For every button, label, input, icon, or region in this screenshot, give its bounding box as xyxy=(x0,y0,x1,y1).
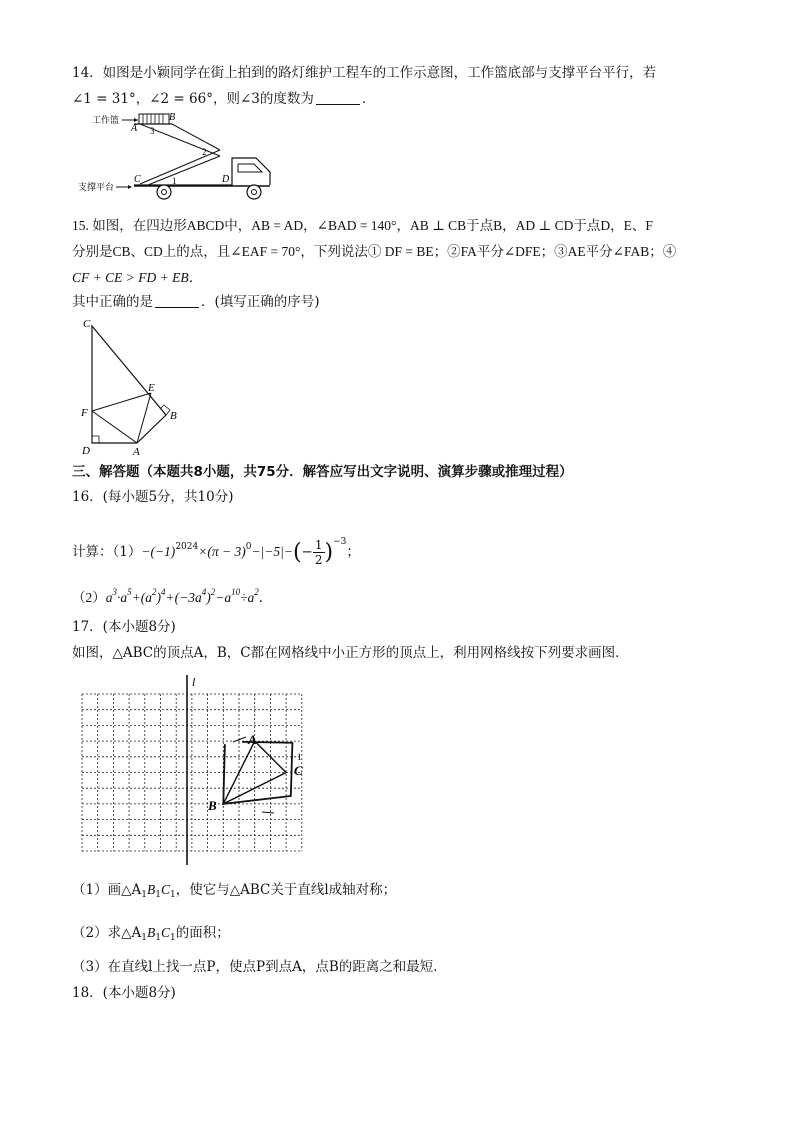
q15-line1: 15. 如图，在四边形ABCD中，AB = AD，∠BAD = 140°，AB ⊥ CB于点B，AD ⊥ CD于点D，E、F xyxy=(72,218,653,233)
q16-p2-e6: 2 xyxy=(210,587,216,597)
q15-line4-text: 其中正确的是 xyxy=(72,294,153,310)
q14-wheel-front xyxy=(247,185,261,199)
q14-basket xyxy=(139,114,169,124)
q17-label-a: A xyxy=(248,732,257,747)
q17-hand-mark-bottom xyxy=(262,812,274,813)
section3-title: 三、解答题（本题共8小题，共75分．解答应写出文字说明、演算步骤或推理过程） xyxy=(72,464,573,480)
q16-p2-t6: ) xyxy=(206,590,211,605)
q16-p2-lead: （2） xyxy=(72,590,106,605)
q17-grid-figure xyxy=(78,672,318,868)
q17-sub2-b: B xyxy=(146,925,156,940)
q15-line4 xyxy=(72,292,320,312)
q16-part2 xyxy=(72,582,272,608)
q14-angle2: 2 xyxy=(202,147,207,157)
q16-p1-num: 1 xyxy=(314,538,323,552)
q14-truck-figure xyxy=(72,110,282,200)
q17-sub2-c: C xyxy=(160,925,170,940)
q17-sub2-s1: 1 xyxy=(141,933,147,943)
q14-label-c: C xyxy=(134,174,141,185)
q14-arm-lower-inner xyxy=(148,156,220,185)
q16-p1-b: ×(π − 3) xyxy=(198,544,246,559)
q14-label-b: B xyxy=(169,112,176,123)
q17-label-c: C xyxy=(294,763,303,778)
q16-p1-den: 2 xyxy=(314,553,323,567)
q15-label-c: C xyxy=(83,318,91,330)
q16-p2-e1: 3 xyxy=(112,587,117,597)
q17-sub2 xyxy=(72,923,230,948)
q16-p2-t5: +(−3a xyxy=(165,590,202,605)
q15-line4-end: ．(填写正确的序号) xyxy=(201,294,320,310)
q16-p2-e8: 2 xyxy=(254,587,259,597)
q15-line3: CF + CE > FD + EB． xyxy=(72,270,203,285)
q16-p2-t4: ) xyxy=(156,590,161,605)
q15-label-e: E xyxy=(148,382,155,394)
q16-p1-fraction xyxy=(313,538,325,567)
q14-basket-label: 工作篮 xyxy=(92,116,120,126)
q16-p1-e1: 2024 xyxy=(175,542,199,552)
q17-sub1-s2: 1 xyxy=(155,890,161,900)
q16-p2-t7: −a xyxy=(215,590,232,605)
q16-p2-t1: a xyxy=(105,590,113,605)
q15-line2: 分别是CB、CD上的点，且∠EAF = 70°，下列说法① DF = BE；②FA平分∠DFE；③AE平分∠FAB；④ xyxy=(72,244,677,259)
q14-line2 xyxy=(72,89,375,109)
q15-label-a: A xyxy=(133,446,140,455)
q17-sub1-d: ，使它与△ABC关于直线l成轴对称； xyxy=(175,882,397,898)
q14-basket-bars xyxy=(143,114,163,124)
q14-basket-arrowhead xyxy=(134,118,138,122)
q16-p1-e2: 0 xyxy=(245,542,252,552)
q15-label-f: F xyxy=(81,407,88,419)
q17-grid-lines xyxy=(82,694,302,851)
q14-angle1: 1 xyxy=(172,176,177,186)
q16-p2-e5: 4 xyxy=(201,587,207,597)
q17-sub2-s2: 1 xyxy=(155,933,161,943)
q15-right-angle-d xyxy=(92,436,99,443)
q16-part1: 计算：$(1)-(-1)^{2024}\times(\pi - 3)^0-|-5|-(-$ $\frac{1}{2}$ )$^{-3}$； xyxy=(72,537,360,567)
q14-arm-lower xyxy=(140,150,220,184)
q16-p1-paren-close: ) xyxy=(324,540,334,565)
q16-p1-end: ； xyxy=(346,544,360,560)
q17-sub1-b: B xyxy=(146,882,156,897)
q14-line2-end: ． xyxy=(361,91,376,107)
q16-p2-e7: 10 xyxy=(231,587,241,597)
q14-wheel-rear xyxy=(157,185,171,199)
q16-p2-t2: ·a xyxy=(117,590,128,605)
q16-p2-t3: +(a xyxy=(131,590,152,605)
q14-angle3: 3 xyxy=(150,126,155,136)
q14-platform-arrowhead xyxy=(128,185,132,189)
q17-mark-1: 1 xyxy=(297,752,302,762)
q17-sub1-c: C xyxy=(160,882,170,897)
q17-sub1 xyxy=(72,880,396,905)
q16-p2-end: ． xyxy=(258,590,273,605)
q17-intro: 如图，△ABC的顶点A，B，C都在网格线中小正方形的顶点上，利用网格线按下列要求画图． xyxy=(72,645,629,661)
q15-answer-blank xyxy=(155,293,199,308)
q15-segment-fe xyxy=(92,393,151,411)
q17-sub1-a: （1）画△A xyxy=(72,882,142,898)
q14-answer-blank xyxy=(316,90,360,105)
q18-header: 18．(本小题8分) xyxy=(72,985,176,1001)
q14-platform-label: 支撑平台 xyxy=(78,183,115,193)
q16-p1-c: −|−5|− xyxy=(251,544,293,559)
q17-sub2-s3: 1 xyxy=(169,933,176,943)
q17-sub3: （3）在直线l上找一点P，使点P到点A，点B的距离之和最短． xyxy=(72,959,447,975)
q17-sub1-s3: 1 xyxy=(169,890,176,900)
q15-quad-abcd xyxy=(92,326,166,443)
q14-label-d: D xyxy=(222,174,230,185)
q14-label-a: A xyxy=(131,123,138,134)
q17-sub2-a: （2）求△A xyxy=(72,925,142,941)
q16-p2-e4: 4 xyxy=(160,587,166,597)
q17-sub2-d: 的面积； xyxy=(175,925,230,941)
q14-truck-window xyxy=(238,164,262,172)
q16-p2-t8: ÷a xyxy=(240,590,255,605)
q14-line2-text: ∠1 = 31°，∠2 = 66°，则∠3的度数为 xyxy=(72,91,314,107)
q16-p2-e3: 2 xyxy=(151,587,157,597)
q16-p1-paren-open: ( xyxy=(292,540,302,565)
q17-label-l: l xyxy=(192,675,196,689)
q17-sub1-s1: 1 xyxy=(141,890,147,900)
q15-label-d: D xyxy=(82,445,90,455)
q16-header: 16．(每小题5分，共10分) xyxy=(72,489,234,505)
q17-hand-drawn-rectangle xyxy=(223,742,292,804)
q15-quadrilateral-figure xyxy=(76,315,186,455)
q14-line1: 14．如图是小颖同学在街上拍到的路灯维护工程车的工作示意图，工作篮底部与支撑平台平行，若 xyxy=(72,65,657,81)
q16-calc-prefix: 计算：（1） xyxy=(72,544,142,560)
q17-header: 17．(本小题8分) xyxy=(72,619,176,635)
q15-label-b: B xyxy=(170,410,177,422)
q16-p1-e3: −3 xyxy=(333,537,347,547)
q16-p1-a: −(−1) xyxy=(141,544,176,559)
q16-p2-e2: 5 xyxy=(127,587,132,597)
q17-label-b: B xyxy=(208,798,217,813)
